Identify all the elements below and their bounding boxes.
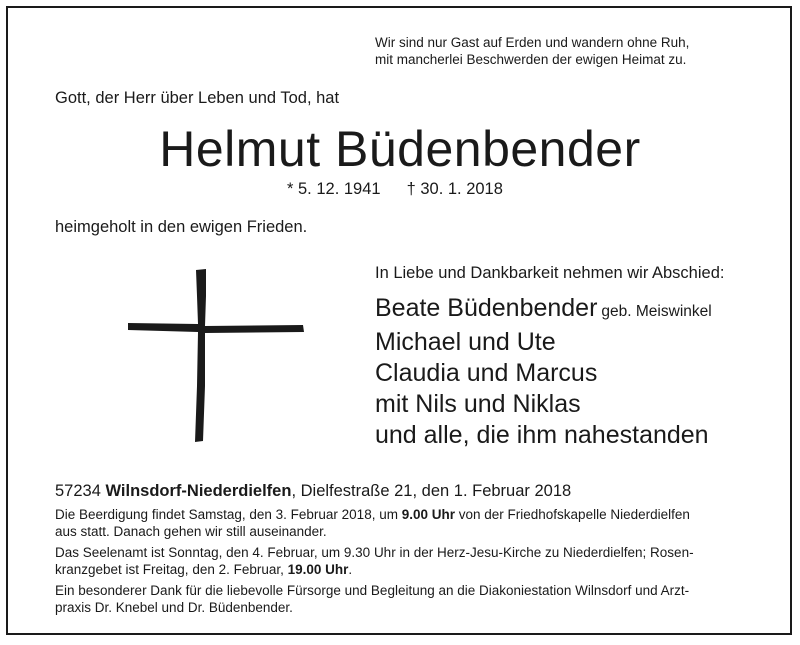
note-text: von der Friedhofskapelle Niederdielfen: [455, 507, 690, 522]
widow-maiden-name: geb. Meiswinkel: [601, 303, 712, 320]
postal-code: 57234: [55, 482, 101, 500]
death-date: † 30. 1. 2018: [406, 180, 503, 198]
note-text: aus statt. Danach gehen wir still auseinander.: [55, 523, 327, 539]
mass-paragraph: [55, 545, 755, 578]
outro-text: heimgeholt in den ewigen Frieden.: [55, 218, 308, 236]
funeral-notes: [55, 507, 755, 621]
mourner-line: Claudia und Marcus: [375, 359, 598, 387]
mourner-line: und alle, die ihm nahestanden: [375, 421, 709, 449]
rosary-time: 19.00 Uhr: [287, 561, 349, 577]
widow-name: Beate Büdenbender: [375, 294, 598, 322]
mourners-list: [375, 293, 712, 451]
note-text: praxis Dr. Knebel und Dr. Büdenbender.: [55, 599, 293, 615]
intro-text: Gott, der Herr über Leben und Tod, hat: [55, 89, 340, 107]
motto-verse: [375, 34, 689, 68]
town-name: Wilnsdorf-Niederdielfen: [105, 482, 292, 500]
latin-cross-icon: [126, 266, 306, 451]
mourner-line: mit Nils und Niklas: [375, 390, 581, 418]
farewell-text: In Liebe und Dankbarkeit nehmen wir Abschied:: [375, 264, 725, 282]
thanks-paragraph: [55, 583, 755, 616]
motto-line-1: Wir sind nur Gast auf Erden und wandern ohne Ruh,: [375, 35, 690, 50]
address-date: , Dielfestraße 21, den 1. Februar 2018: [291, 482, 572, 500]
deceased-name: Helmut Büdenbender: [159, 121, 641, 177]
note-text: Die Beerdigung findet Samstag, den 3. Februar 2018, um: [55, 507, 402, 522]
funeral-time: 9.00 Uhr: [401, 507, 455, 522]
birth-date: * 5. 12. 1941: [287, 180, 381, 198]
note-text: Das Seelenamt ist Sonntag, den 4. Februar, um 9.30 Uhr in der Herz-Jesu-Kirche zu Niederdielfen; Rosen-: [55, 545, 694, 560]
place-date-line: [55, 482, 571, 501]
note-text: Ein besonderer Dank für die liebevolle Fürsorge und Begleitung an die Diakoniestation Wilnsdorf und Arzt-: [55, 583, 690, 598]
motto-line-2: mit mancherlei Beschwerden der ewigen Heimat zu.: [375, 52, 687, 67]
note-text: kranzgebet ist Freitag, den 2. Februar,: [55, 561, 288, 577]
funeral-paragraph: [55, 507, 755, 540]
note-text: .: [348, 561, 353, 577]
mourner-line: Michael und Ute: [375, 328, 556, 356]
mourner-widow: [375, 293, 712, 327]
life-dates: [287, 180, 503, 199]
